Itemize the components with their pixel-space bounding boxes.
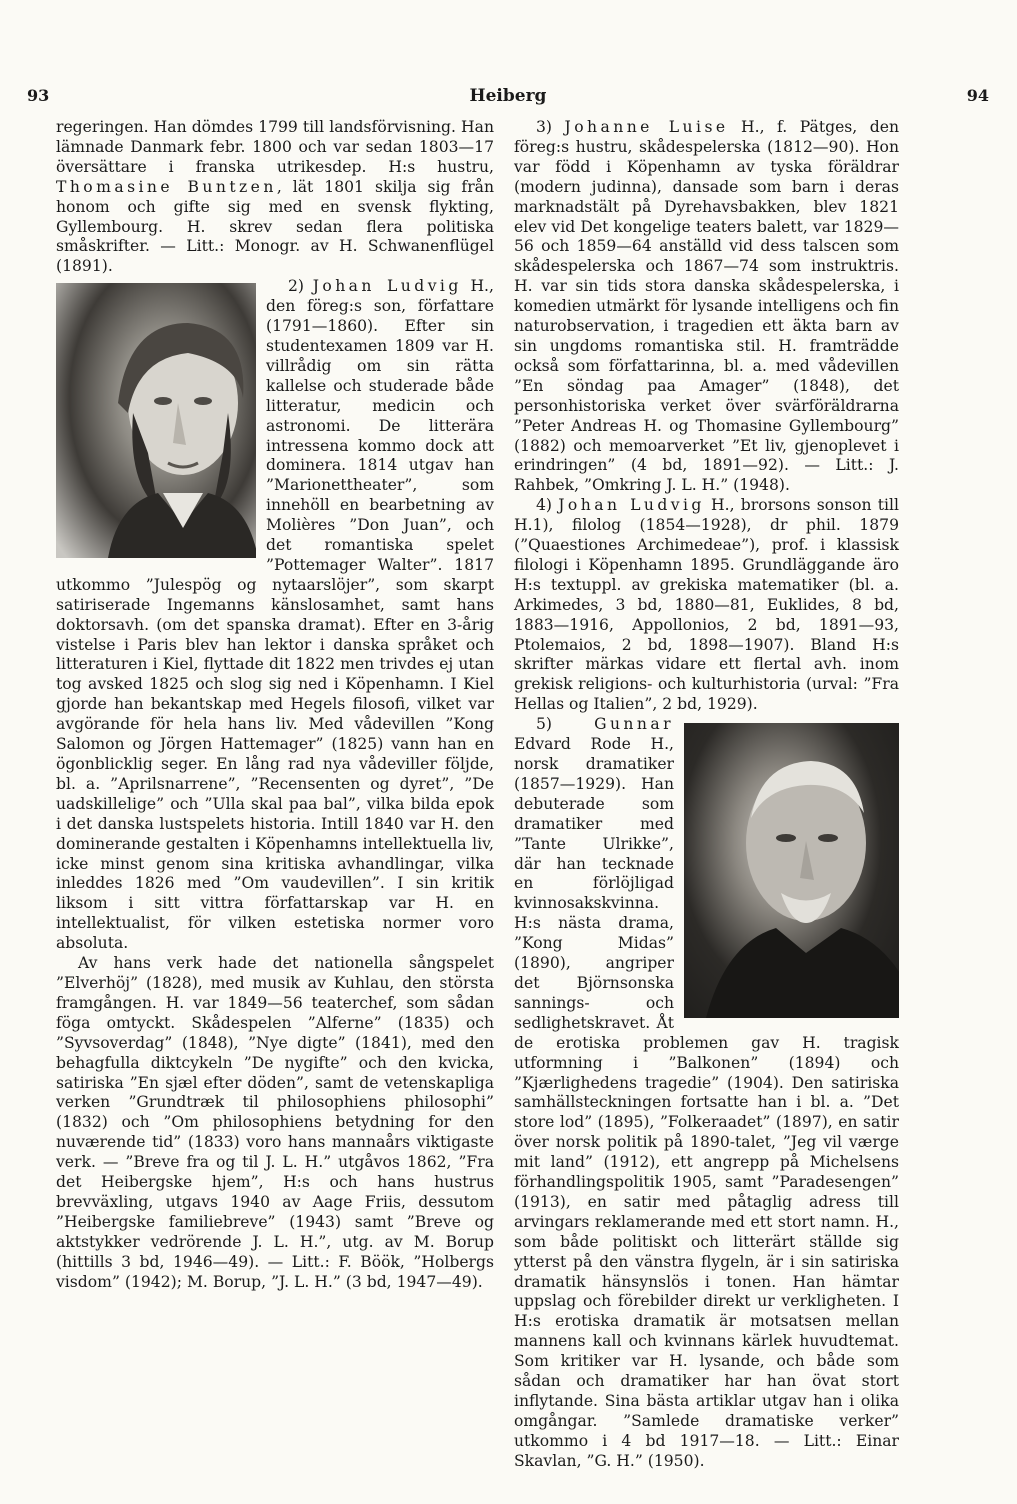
paragraph-gunnar: 5) Gunnar Edvard Rode H., norsk dramatiker (1857—1929). Han debuterade som dramatiker med ”Tante Ulrikke”, där han tecknade en förlöjligad kvinnosakskvinna. H:s nästa drama, ”Kong Midas” (1890), angriper det Björnsonska sannings- och sedlighetskravet. Åt de erotiska problemen gav H. tragisk utformning i ”Balkonen” (1894) och ”Kjærlighedens tragedie” (1904). Den satiriska samhällsteckningen fortsatte han i bl. a. ”Det store lod” (1895), ”Folkeraadet” (1897), en satir över norsk politik på 1890-talet, ”Jeg vil værge mit land” (1912), ett angrepp på Michelsens förhandlingspolitik 1905, samt ”Paradesengen” (1913), en satir med påtaglig adress till arvingars reklamerande med ett stort namn. H., som både politiskt och litterärt ställde sig ytterst på den vänstra flygeln, är i sin satiriska dramatik hänsynslös i tonen. Han hämtar uppslag och förebilder direkt ur verkligheten. I H:s erotiska dramatik är motsatsen mellan mannens kall och kvinnans kärlek huvudtemat. Som kritiker var H. lysande, och både som sådan och dramatiker har han övat stort inflytande. Sina bästa artiklar utgav han i olika omgångar. ”Samlede dramatiske verker” utkommo i 4 bd 1917—18. — Litt.: Einar Skavlan, ”G. H.” (1950). bbox=[514, 715, 899, 1471]
paragraph-johanne-luise: 3) Johanne Luise H., f. Pätges, den föreg:s hustru, skådespelerska (1812—90). Hon var född i Köpenhamn av tyska föräldrar (modern judinna), dansade som barn i deras marknadstält på Dyrehavsbakken, blev 1821 elev vid Det kongelige teaters balett, var 1829—56 och 1859—64 anställd vid dess talscen som skådespelerska och 1867—74 som instruktris. H. var sin tids stora danska skådespelerska, i komedien utmärkt för lysande intelligens och fin naturobservation, i tragedien ett äkta barn av sin ungdoms romantiska stil. H. framträdde också som författarinna, bl. a. med vådevillen ”En söndag paa Amager” (1848), det personhistoriska verket över svärföräldrarna ”Peter Andreas H. og Thomasine Gyllembourg” (1882) och memoarverket ”Et liv, gjenoplevet i erindringen” (4 bd, 1891—92). — Litt.: J. Rahbek, ”Omkring J. L. H.” (1948). bbox=[514, 118, 900, 495]
paragraph-johan-ludvig-filolog: 4) Johan Ludvig H., brorsons sonson till H.1), filolog (1854—1928), dr phil. 1879 (”Quaestiones Archimedeae”), prof. i klassisk filologi i Köpenhamn 1895. Grundläggande äro H:s textuppl. av grekiska matematiker (bl. a. Arkimedes, 3 bd, 1880—81, Euklides, 8 bd, 1883—1916, Appollonios, 2 bd, 1891—93, Ptolemaios, 2 bd, 1898—1907). Bland H:s skrifter märkas vidare ett flertal avh. inom grekisk religions- och kulturhistoria (urval: ”Fra Hellas og Italien”, 2 bd, 1929). bbox=[514, 496, 900, 714]
left-column bbox=[56, 118, 494, 1292]
paragraph-heiberg-1: regeringen. Han dömdes 1799 till landsförvisning. Han lämnade Danmark febr. 1800 och var sedan 1803—17 översättare i franska utrikesdep. H:s hustru, Thomasine Buntzen, lät 1801 skilja sig från honom och gifte sig med en svensk flykting, Gyllembourg. H. skrev sedan flera politiska småskrifter. — Litt.: Monogr. av H. Schwanenflügel (1891). bbox=[56, 118, 495, 276]
page-number-left: 93 bbox=[27, 86, 50, 105]
portrait-gunnar-heiberg bbox=[684, 723, 899, 1018]
portrait-johan-ludvig-heiberg bbox=[56, 283, 256, 558]
paragraph-johan-ludvig: 2) Johan Ludvig H., den föreg:s son, författare (1791—1860). Efter sin studentexamen 1809 var H. villrådig om sin rätta kallelse och studerade både litteratur, medicin och astronomi. De litterära intressena kommo dock att dominera. 1814 utgav han ”Marionettheater”, som innehöll en bearbetning av Molières ”Don Juan”, och det romantiska spelet ”Pottemager Walter”. 1817 utkommo ”Julespög og nytaarslöjer”, som skarpt satiriserade Ingemanns känslosamhet, samt hans doktorsavh. (om det spanska dramat). Efter en 3-årig vistelse i Paris blev han lektor i danska språket och litteraturen i Kiel, flyttade dit 1822 men trivdes ej utan tog avsked 1825 och slog sig ned i Köpenhamn. I Kiel gjorde han bekantskap med Hegels filosofi, vilket var avgörande för hela hans liv. Med vådevillen ”Kong Salomon og Jörgen Hattemager” (1825) vann han en ögonblicklig seger. En lång rad nya vådeviller följde, bl. a. ”Aprilsnarrene”, ”Recensenten og dyret”, ”De uadskillelige” och ”Ulla skal paa bal”, vilka bilda epok i det danska lustspelets historia. Intill 1840 var H. den dominerande gestalten i Köpenhamns intellektuella liv, icke minst genom sina kritiska avhandlingar, vilka inleddes 1826 med ”Om vaudevillen”. I sin kritik liksom i sitt vittra författarskap var H. en intellektualist, för vilken estetiska normer voro absoluta. bbox=[56, 277, 494, 953]
page-number-right: 94 bbox=[966, 86, 989, 105]
page-header bbox=[27, 86, 989, 114]
paragraph-works: Av hans verk hade det nationella sångspelet ”Elverhöj” (1828), med musik av Kuhlau, den största framgången. H. var 1849—56 teaterchef, som sådan föga omtyckt. Skådespelen ”Alferne” (1835) och ”Syvsoverdag” (1848), ”Nye digte” (1841), med den behagfulla diktcykeln ”De nygifte” och den kvicka, satiriska ”En sjæl efter döden”, samt de vetenskapliga verken ”Grundtræk til philosophiens philosophi” (1832) och ”Om philosophiens betydning for den nuværende tid” (1833) voro hans mannaårs viktigaste verk. — ”Breve fra og til J. L. H.” utgåvos 1862, ”Fra det Heibergske hjem”, H:s och hans hustrus brevväxling, utgavs 1940 av Aage Friis, dessutom ”Heibergske familiebreve” (1943) samt ”Breve og aktstykker vedrörende J. L. H.”, utg. av M. Borup (hittills 3 bd, 1946—49). — Litt.: F. Böök, ”Holbergs visdom” (1942); M. Borup, ”J. L. H.” (3 bd, 1947—49). bbox=[56, 954, 494, 1291]
running-title: Heiberg bbox=[469, 86, 547, 106]
right-column bbox=[514, 118, 899, 1472]
